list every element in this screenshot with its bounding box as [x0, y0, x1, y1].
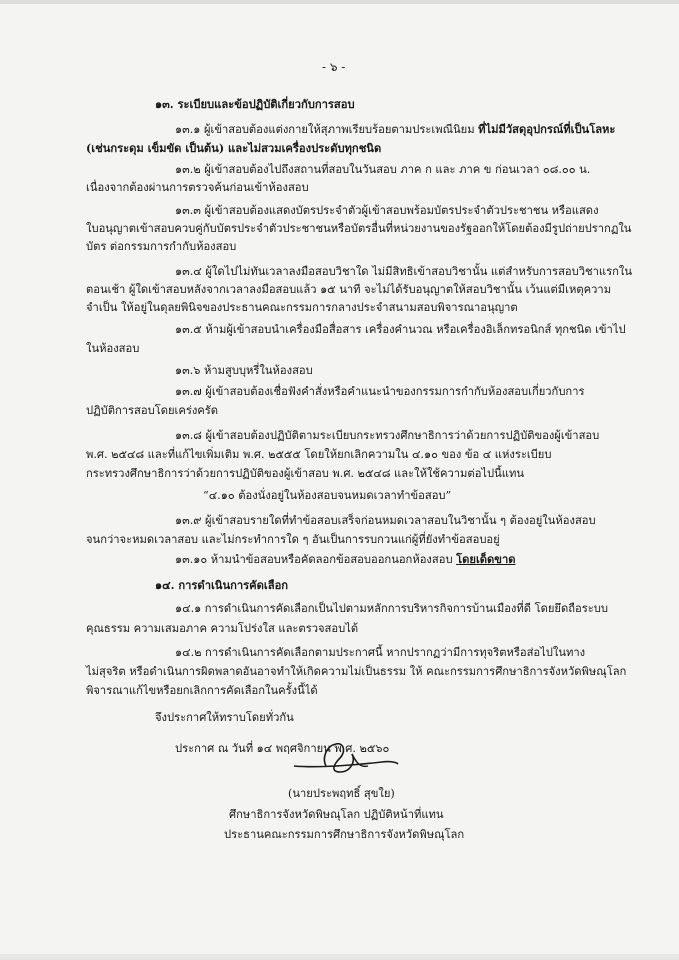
- item-14-2-line-3: พิจารณาแก้ไขหรือยกเลิกการคัดเลือกในครั้งนี้ได้: [86, 684, 318, 697]
- item-13-10-text: ๑๓.๑๐ ห้ามนำข้อสอบหรือคัดลอกข้อสอบออกนอกห้องสอบ: [175, 553, 457, 566]
- item-13-10-emphasis: โดยเด็ดขาด: [456, 552, 516, 566]
- item-13-4-line-3: จำเป็น ให้อยู่ในดุลยพินิจของประธานคณะกรรมการกลางประจำสนามสอบพิจารณาอนุญาต: [86, 301, 518, 314]
- scan-top-edge: [0, 0, 679, 4]
- item-13-1-line-2: (เช่นกระดุม เข็มขัด เป็นต้น) และไม่สวมเครื่องประดับทุกชนิด: [86, 141, 382, 155]
- signatory-title-2: ประธานคณะกรรมการศึกษาธิการจังหวัดพิษณุโลก: [224, 828, 465, 841]
- item-13-8-line-3: กระทรวงศึกษาธิการว่าด้วยการปฏิบัติของผู้เข้าสอบ พ.ศ. ๒๕๔๘ และให้ใช้ความต่อไปนี้แทน: [86, 467, 525, 480]
- item-13-8-line-1: ๑๓.๘ ผู้เข้าสอบต้องปฏิบัติตามระเบียบกระทรวงศึกษาธิการว่าด้วยการปฏิบัติของผู้เข้าสอบ: [175, 429, 600, 442]
- section-14-heading: ๑๔. การดำเนินการคัดเลือก: [155, 578, 289, 592]
- item-13-1-bold-text: ที่ไม่มีวัสดุอุปกรณ์ที่เป็นโลหะ: [478, 122, 616, 136]
- item-14-2-line-2: ไม่สุจริต หรือดำเนินการผิดพลาดอันอาจทำให้เกิดความไม่เป็นธรรม ให้ คณะกรรมการศึกษาธิการจังหวัดพิษณุโลก: [86, 665, 627, 678]
- item-13-2-line-1: ๑๓.๒ ผู้เข้าสอบต้องไปถึงสถานที่สอบในวันสอบ ภาค ก และ ภาค ข ก่อนเวลา ๐๘.๐๐ น.: [175, 163, 591, 176]
- page-number: - ๖ -: [322, 60, 346, 74]
- item-13-8-quote: “๔.๑๐ ต้องนั่งอยู่ในห้องสอบจนหมดเวลาทำข้อสอบ”: [203, 489, 452, 502]
- item-13-3-line-2: ใบอนุญาตเข้าสอบควบคู่กับบัตรประจำตัวประชาชนหรือบัตรอื่นที่หน่วยงานของรัฐออกให้โดยต้องมีรูปถ่ายปรากฏใน: [86, 222, 632, 235]
- item-13-5-line-1: ๑๓.๕ ห้ามผู้เข้าสอบนำเครื่องมือสื่อสาร เครื่องคำนวณ หรือเครื่องอิเล็กทรอนิกส์ ทุกชนิด เข้าไป: [175, 323, 626, 336]
- item-13-7-line-1: ๑๓.๗ ผู้เข้าสอบต้องเชื่อฟังคำสั่งหรือคำแนะนำของกรรมการกำกับห้องสอบเกี่ยวกับการ: [175, 385, 585, 398]
- item-13-1-line-1: [175, 122, 615, 137]
- announcement-line: จึงประกาศให้ทราบโดยทั่วกัน: [155, 711, 294, 724]
- handwritten-signature: [286, 732, 406, 782]
- item-13-9-line-1: ๑๓.๙ ผู้เข้าสอบรายใดที่ทำข้อสอบเสร็จก่อนหมดเวลาสอบในวิชานั้น ๆ ต้องอยู่ในห้องสอบ: [175, 514, 596, 527]
- item-13-8-line-2: พ.ศ. ๒๕๔๘ และที่แก้ไขเพิ่มเติม พ.ศ. ๒๕๕๕ โดยให้ยกเลิกความใน ๔.๑๐ ของ ข้อ ๔ แห่งระเบียบ: [86, 448, 552, 461]
- item-13-3-line-3: บัตร ต่อกรรมการกำกับห้องสอบ: [86, 240, 237, 253]
- item-13-2-line-2: เนื่องจากต้องผ่านการตรวจค้นก่อนเข้าห้องสอบ: [86, 181, 309, 194]
- item-13-7-line-2: ปฏิบัติการสอบโดยเคร่งครัด: [86, 404, 219, 417]
- item-13-10: [175, 552, 516, 567]
- section-13-heading: ๑๓. ระเบียบและข้อปฏิบัติเกี่ยวกับการสอบ: [155, 97, 355, 111]
- signatory-name: (นายประพฤทธิ์ สุขใย): [288, 787, 395, 800]
- scan-bottom-edge: [0, 954, 679, 960]
- item-13-4-line-1: ๑๓.๔ ผู้ใดไปไม่ทันเวลาลงมือสอบวิชาใด ไม่มีสิทธิเข้าสอบวิชานั้น แต่สำหรับการสอบวิชาแรกใน: [175, 265, 632, 278]
- signatory-title-1: ศึกษาธิการจังหวัดพิษณุโลก ปฏิบัติหน้าที่แทน: [229, 808, 444, 821]
- item-14-1-line-1: ๑๔.๑ การดำเนินการคัดเลือกเป็นไปตามหลักการบริหารกิจการบ้านเมืองที่ดี โดยยึดถือระบบ: [175, 602, 608, 615]
- announcement-date: ประกาศ ณ วันที่ ๑๔ พฤศจิกายน พ.ศ. ๒๕๖๐: [175, 742, 390, 755]
- item-13-1-text: ๑๓.๑ ผู้เข้าสอบต้องแต่งกายให้สุภาพเรียบร้อยตามประเพณีนิยม: [175, 123, 479, 136]
- item-13-9-line-2: จนกว่าจะหมดเวลาสอบ และไม่กระทำการใด ๆ อันเป็นการรบกวนแก่ผู้ที่ยังทำข้อสอบอยู่: [86, 533, 500, 546]
- item-13-6: ๑๓.๖ ห้ามสูบบุหรี่ในห้องสอบ: [175, 364, 313, 377]
- item-14-2-line-1: ๑๔.๒ การดำเนินการคัดเลือกตามประกาศนี้ หากปรากฏว่ามีการทุจริตหรือส่อไปในทาง: [175, 646, 586, 659]
- item-13-4-line-2: ตอนเช้า ผู้ใดเข้าสอบหลังจากเวลาลงมือสอบแล้ว ๑๕ นาที จะไม่ได้รับอนุญาตให้สอบวิชานั้น เว้นแต่มีเหตุความ: [86, 283, 612, 296]
- item-13-3-line-1: ๑๓.๓ ผู้เข้าสอบต้องแสดงบัตรประจำตัวผู้เข้าสอบพร้อมบัตรประจำตัวประชาชน หรือแสดง: [175, 204, 599, 217]
- item-13-5-line-2: ในห้องสอบ: [86, 342, 140, 355]
- item-14-1-line-2: คุณธรรม ความเสมอภาค ความโปร่งใส และตรวจสอบได้: [86, 622, 359, 635]
